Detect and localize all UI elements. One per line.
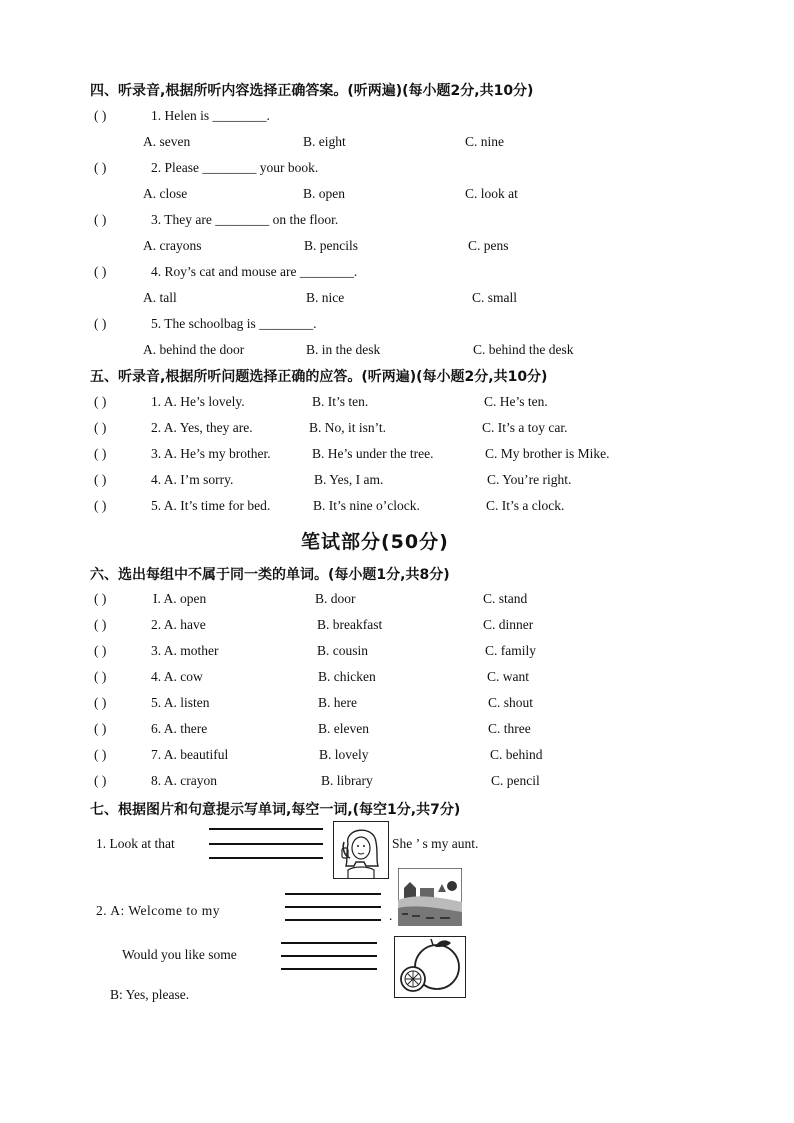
option-b: B. eleven — [318, 721, 369, 736]
answer-bracket[interactable]: ( ) — [94, 721, 107, 736]
answer-bracket[interactable]: ( ) — [94, 316, 107, 331]
option-b: B. chicken — [318, 669, 376, 684]
option-a: A. crayons — [143, 238, 202, 253]
option-b: B. in the desk — [306, 342, 381, 357]
option-c: C. You’re right. — [487, 472, 572, 487]
option-a: 5. A. It’s time for bed. — [151, 498, 271, 513]
option-b: B. nice — [306, 290, 345, 305]
option-b: B. No, it isn’t. — [309, 420, 387, 435]
answer-bracket[interactable]: ( ) — [94, 212, 107, 227]
answer-bracket[interactable]: ( ) — [94, 446, 107, 461]
option-c: C. He’s ten. — [484, 394, 548, 409]
option-c: C. three — [488, 721, 531, 736]
q2-period: . — [389, 908, 393, 923]
section4-heading: 四、听录音,根据所听内容选择正确答案。(听两遍)(每小题2分,共10分) — [90, 83, 534, 99]
option-b: B. He’s under the tree. — [312, 446, 434, 461]
option-c: C. My brother is Mike. — [485, 446, 610, 461]
option-a: 4. A. cow — [151, 669, 203, 684]
question-stem: 2. Please ________ your book. — [151, 160, 319, 175]
option-a: 3. A. He’s my brother. — [151, 446, 271, 461]
option-a: 4. A. I’m sorry. — [151, 472, 234, 487]
option-b: B. pencils — [304, 238, 358, 253]
answer-bracket[interactable]: ( ) — [94, 747, 107, 762]
option-a: 5. A. listen — [151, 695, 210, 710]
option-c: C. pens — [468, 238, 509, 253]
aunt-picture — [333, 821, 389, 879]
answer-bracket[interactable]: ( ) — [94, 617, 107, 632]
option-c: C. nine — [465, 134, 504, 149]
answer-bracket[interactable]: ( ) — [94, 591, 107, 606]
q4-text: B: Yes, please. — [110, 987, 190, 1002]
question-stem: 3. They are ________ on the floor. — [151, 212, 339, 227]
question-stem: 4. Roy’s cat and mouse are ________. — [151, 264, 358, 279]
section6-heading: 六、选出每组中不属于同一类的单词。(每小题1分,共8分) — [90, 567, 450, 583]
option-b: B. Yes, I am. — [314, 472, 384, 487]
option-b: B. library — [321, 773, 373, 788]
option-c: C. It’s a toy car. — [482, 420, 568, 435]
answer-bracket[interactable]: ( ) — [94, 773, 107, 788]
option-c: C. look at — [465, 186, 518, 201]
option-c: C. behind the desk — [473, 342, 574, 357]
option-c: C. small — [472, 290, 518, 305]
q1-text: 1. Look at that — [96, 836, 175, 851]
woman-on-phone-icon — [334, 822, 388, 878]
answer-bracket[interactable]: ( ) — [94, 160, 107, 175]
option-a: A. behind the door — [143, 342, 245, 357]
option-a: A. close — [143, 186, 188, 201]
answer-bracket[interactable]: ( ) — [94, 264, 107, 279]
orange-fruit-icon — [395, 937, 465, 997]
option-b: B. open — [303, 186, 345, 201]
section7-heading: 七、根据图片和句意提示写单词,每空一词,(每空1分,共7分) — [90, 802, 461, 818]
option-c: C. It’s a clock. — [486, 498, 565, 513]
option-c: C. pencil — [491, 773, 540, 788]
option-c: C. shout — [488, 695, 534, 710]
option-a: 3. A. mother — [151, 643, 219, 658]
option-b: B. It’s nine o’clock. — [313, 498, 420, 513]
option-a: I. A. open — [153, 591, 207, 606]
option-c: C. want — [487, 669, 529, 684]
option-a: 6. A. there — [151, 721, 208, 736]
answer-bracket[interactable]: ( ) — [94, 695, 107, 710]
answer-bracket[interactable]: ( ) — [94, 420, 107, 435]
option-a: A. tall — [143, 290, 177, 305]
option-a: 7. A. beautiful — [151, 747, 229, 762]
answer-bracket[interactable]: ( ) — [94, 108, 107, 123]
question-stem: 5. The schoolbag is ________. — [151, 316, 317, 331]
q2-text: 2. A: Welcome to my — [96, 903, 221, 918]
option-a: 8. A. crayon — [151, 773, 217, 788]
option-b: B. It’s ten. — [312, 394, 369, 409]
question-stem: 1. Helen is ________. — [151, 108, 270, 123]
option-c: C. behind — [490, 747, 543, 762]
option-b: B. cousin — [317, 643, 369, 658]
option-a: 2. A. Yes, they are. — [151, 420, 253, 435]
orange-picture — [394, 936, 466, 998]
option-c: C. family — [485, 643, 536, 658]
written-part-title: 笔试部分(50分) — [301, 531, 449, 553]
section5-heading: 五、听录音,根据所听问题选择正确的应答。(听两遍)(每小题2分,共10分) — [90, 369, 548, 385]
option-c: C. stand — [483, 591, 528, 606]
answer-bracket[interactable]: ( ) — [94, 669, 107, 684]
answer-bracket[interactable]: ( ) — [94, 472, 107, 487]
q3-text: Would you like some — [122, 947, 237, 962]
option-b: B. door — [315, 591, 356, 606]
option-b: B. eight — [303, 134, 346, 149]
option-a: A. seven — [143, 134, 191, 149]
farm-icon — [398, 868, 462, 926]
option-a: 2. A. have — [151, 617, 206, 632]
answer-bracket[interactable]: ( ) — [94, 498, 107, 513]
q1-after-text: She ’ s my aunt. — [392, 836, 479, 851]
option-b: B. lovely — [319, 747, 369, 762]
answer-bracket[interactable]: ( ) — [94, 643, 107, 658]
answer-bracket[interactable]: ( ) — [94, 394, 107, 409]
option-c: C. dinner — [483, 617, 534, 632]
option-b: B. here — [318, 695, 357, 710]
farm-picture — [398, 868, 462, 926]
option-a: 1. A. He’s lovely. — [151, 394, 245, 409]
option-b: B. breakfast — [317, 617, 383, 632]
